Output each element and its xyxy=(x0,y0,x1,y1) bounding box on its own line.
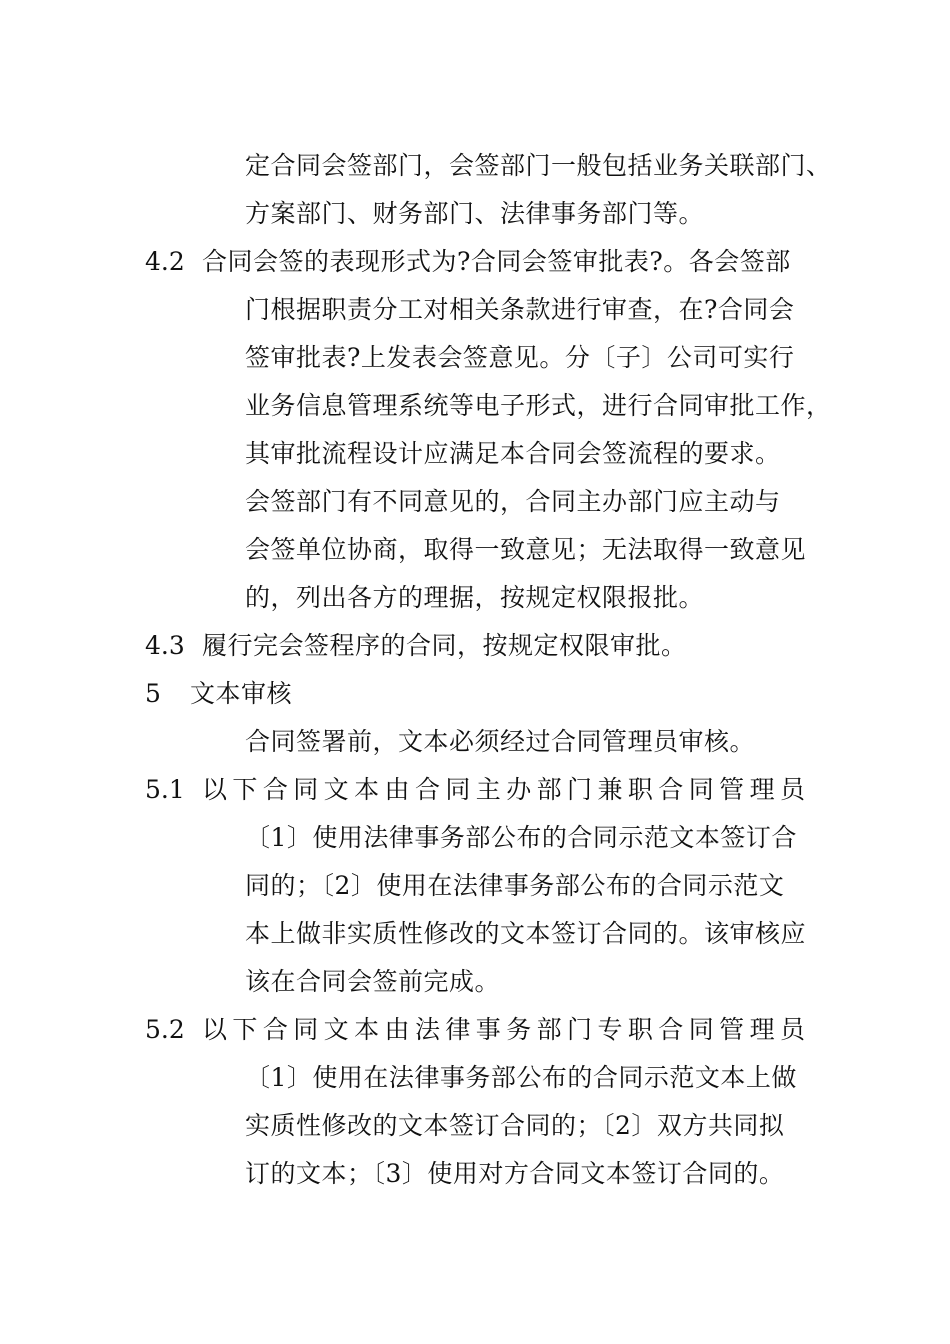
text-line: 〔1〕使用在法律事务部公布的合同示范文本上做 xyxy=(245,1063,797,1092)
text-line: 〔1〕使用法律事务部公布的合同示范文本签订合 xyxy=(245,823,797,852)
text-line: 签审批表?上发表会签意见。分〔子〕公司可实行 xyxy=(245,343,795,372)
section-number: 5.1 xyxy=(145,775,185,804)
text-line: 以下合同文本由合同主办部门兼职合同管理员 xyxy=(202,775,805,804)
section-number: 5.2 xyxy=(145,1015,185,1044)
text-line: 定合同会签部门，会签部门一般包括业务关联部门、 xyxy=(245,151,832,180)
text-line: 以下合同文本由法律事务部门专职合同管理员 xyxy=(202,1015,805,1044)
text-line: 合同会签的表现形式为?合同会签审批表?。各会签部 xyxy=(202,247,791,276)
text-line: 门根据职责分工对相关条款进行审查，在?合同会 xyxy=(245,295,795,324)
text-line: 履行完会签程序的合同，按规定权限审批。 xyxy=(202,631,687,660)
text-line: 业务信息管理系统等电子形式，进行合同审批工作， xyxy=(245,391,832,420)
text-line: 同的；〔2〕使用在法律事务部公布的合同示范文 xyxy=(245,871,785,900)
text-line: 会签部门有不同意见的，合同主办部门应主动与 xyxy=(245,487,781,516)
text-line: 该在合同会签前完成。 xyxy=(245,967,501,996)
text-line: 其审批流程设计应满足本合同会签流程的要求。 xyxy=(245,439,781,468)
text-line: 实质性修改的文本签订合同的；〔2〕双方共同拟 xyxy=(245,1111,785,1140)
section-heading: 文本审核 xyxy=(190,679,293,708)
text-line: 本上做非实质性修改的文本签订合同的。该审核应 xyxy=(245,919,807,948)
section-number: 5 xyxy=(145,679,161,708)
text-line: 合同签署前，文本必须经过合同管理员审核。 xyxy=(245,727,756,756)
text-line: 订的文本；〔3〕使用对方合同文本签订合同的。 xyxy=(245,1159,785,1188)
text-line: 方案部门、财务部门、法律事务部门等。 xyxy=(245,199,705,228)
text-line: 的，列出各方的理据，按规定权限报批。 xyxy=(245,583,705,612)
text-line: 会签单位协商，取得一致意见；无法取得一致意见 xyxy=(245,535,807,564)
section-number: 4.3 xyxy=(145,631,185,660)
section-number: 4.2 xyxy=(145,247,185,276)
